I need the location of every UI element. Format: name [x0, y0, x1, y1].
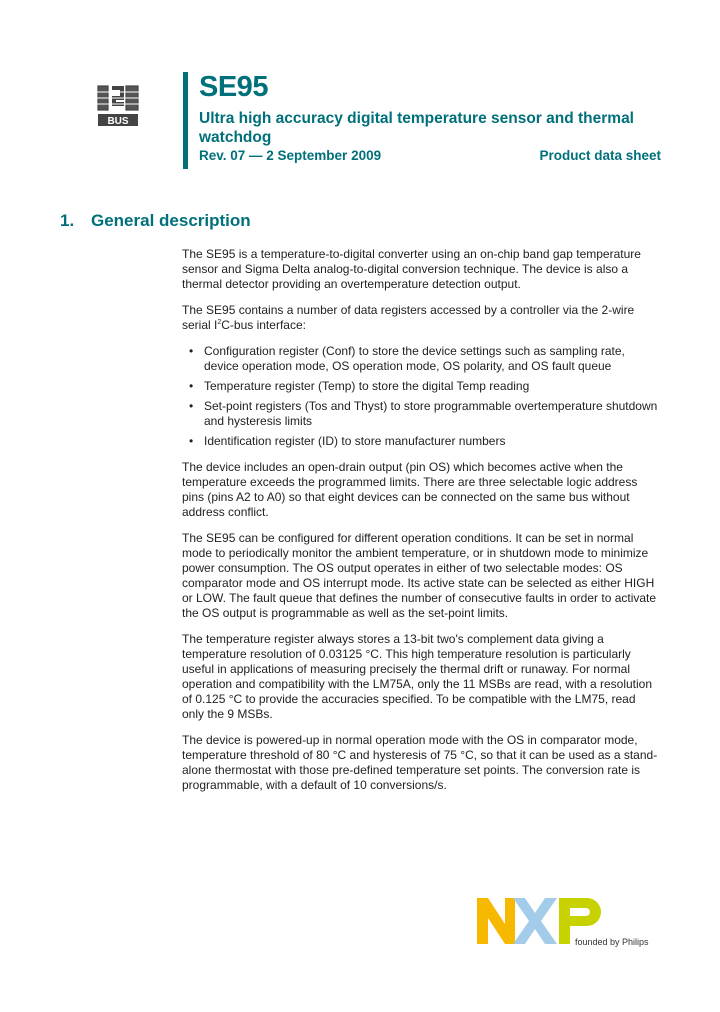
page-title: SE95	[199, 71, 268, 103]
list-item-text: Identification register (ID) to store manufacturer numbers	[204, 434, 506, 448]
bullet-icon: •	[189, 434, 194, 448]
list-item	[182, 399, 660, 429]
svg-text:BUS: BUS	[107, 116, 129, 127]
document-type: Product data sheet	[539, 148, 661, 163]
section-heading	[60, 211, 251, 231]
paragraph: The device includes an open-drain output (pin OS) which becomes active when the temperature exceeds the programmed limits. There are three selectable logic address pins (pins A2 to A0) so that eight devices can be connected on the same bus without address conflict.	[182, 460, 638, 519]
list-item-text: Temperature register (Temp) to store the digital Temp reading	[204, 379, 530, 393]
paragraph: The device is powered-up in normal operation mode with the OS in comparator mode, temperature threshold of 80 °C and hysteresis of 75 °C, so that it can be used as a stand-alone thermostat with those pre-defined temperature set points. The conversion rate is programmable, with a default of 10 conversions/s.	[182, 733, 658, 792]
paragraph: The temperature register always stores a 13-bit two's complement data giving a temperature resolution of 0.03125 °C. This high temperature resolution is particularly useful in applications of measuring precisely the thermal drift or runaway. For normal operation and compatibility with the LM75A, only the 11 MSBs are read, with a resolution of 0.125 °C to provide the accuracies specified. To be compatible with the LM75, read only the 9 MSBs.	[182, 632, 653, 721]
bullet-icon: •	[189, 379, 194, 393]
list-item	[182, 344, 660, 374]
paragraph	[182, 303, 660, 333]
i2c-bus-logo-icon	[96, 84, 142, 130]
revision-info: Rev. 07 — 2 September 2009	[199, 148, 382, 163]
register-list	[182, 344, 660, 449]
paragraph-text: The SE95 contains a number of data registers accessed by a controller via the 2-wire serial I	[182, 303, 635, 332]
paragraph-text: C-bus interface:	[221, 318, 306, 332]
bullet-icon: •	[189, 399, 194, 413]
paragraph: The SE95 is a temperature-to-digital converter using an on-chip band gap temperature sensor and Sigma Delta analog-to-digital conversion technique. The device is also a thermal detector providing an overtemperature detection output.	[182, 247, 641, 291]
section-number: 1.	[60, 211, 75, 230]
body-content	[182, 247, 660, 804]
superscript: 2	[217, 319, 222, 326]
list-item	[182, 379, 660, 394]
nxp-tagline: founded by Philips	[575, 937, 649, 947]
paragraph: The SE95 can be configured for different operation conditions. It can be set in normal mode to periodically monitor the ambient temperature, or in shutdown mode to minimize power consumption. The OS output operates in either of two selectable modes: OS comparator mode and OS interrupt mode. Its active state can be selected as either HIGH or LOW. The fault queue that defines the number of consecutive faults in order to activate the OS output is programmable as well as the set-point limits.	[182, 531, 657, 620]
section-title: General description	[91, 211, 251, 230]
document-subtitle: Ultra high accuracy digital temperature sensor and thermal watchdog	[199, 110, 634, 146]
header-accent-bar	[183, 72, 188, 169]
list-item	[182, 434, 660, 449]
list-item-text: Set-point registers (Tos and Thyst) to store programmable overtemperature shutdown and hysteresis limits	[204, 399, 658, 428]
list-item-text: Configuration register (Conf) to store the device settings such as sampling rate, device operation mode, OS operation mode, OS polarity, and OS fault queue	[204, 344, 625, 373]
bullet-icon: •	[189, 344, 194, 358]
